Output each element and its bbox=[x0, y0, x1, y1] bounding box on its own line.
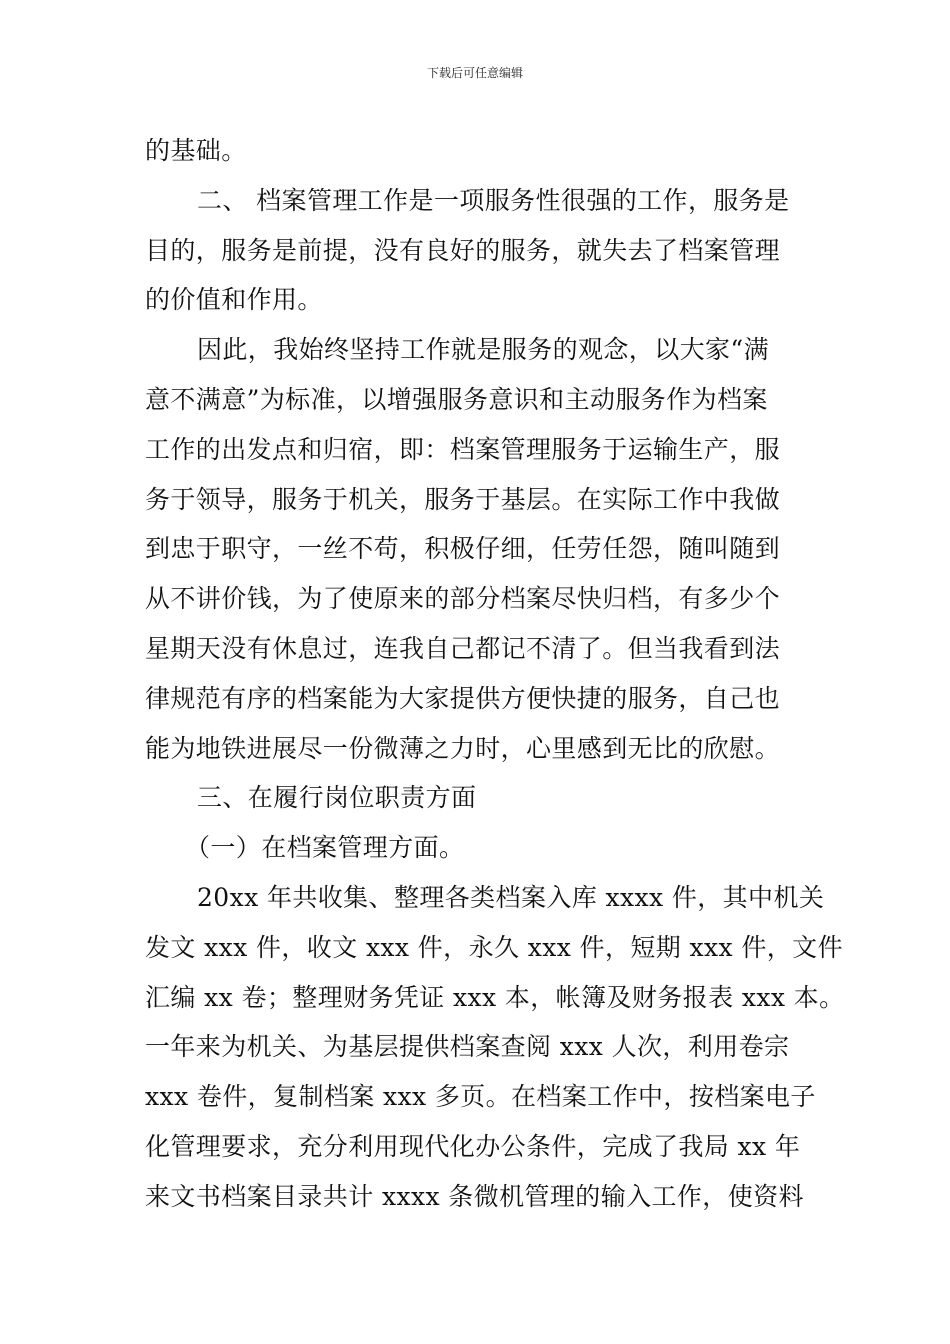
text-line: 一年来为机关、为基层提供档案查阅 xxx 人次，利用卷宗 bbox=[145, 1032, 790, 1062]
text-line: 发文 xxx 件，收文 xxx 件，永久 xxx 件，短期 xxx 件，文件 bbox=[145, 932, 843, 962]
text-line: 能为地铁进展尽一份微薄之力时，心里感到无比的欣慰。 bbox=[145, 733, 781, 763]
text-line: 意不满意”为标准，以增强服务意识和主动服务作为档案 bbox=[145, 384, 768, 414]
text-line: 汇编 xx 卷；整理财务凭证 xxx 本，帐簿及财务报表 xxx 本。 bbox=[145, 982, 845, 1012]
paragraph-start: 因此，我始终坚持工作就是服务的观念，以大家“满 bbox=[197, 335, 769, 365]
text-line: 到忠于职守，一丝不苟，积极仔细，任劳任怨，随叫随到 bbox=[145, 534, 781, 564]
text-line: 化管理要求，充分利用现代化办公条件，完成了我局 xx 年 bbox=[145, 1131, 801, 1161]
text-line: xxx 卷件，复制档案 xxx 多页。在档案工作中，按档案电子 bbox=[145, 1082, 816, 1112]
text-line: 来文书档案目录共计 xxxx 条微机管理的输入工作，使资料 bbox=[145, 1181, 804, 1211]
paragraph-start: 20xx 年共收集、整理各类档案入库 xxxx 件，其中机关 bbox=[197, 882, 825, 912]
text-line: 的基础。 bbox=[145, 136, 247, 165]
section-heading-2: 二、 档案管理工作是一项服务性很强的工作，服务是 bbox=[197, 185, 790, 215]
text-line: 从不讲价钱，为了使原来的部分档案尽快归档，有多少个 bbox=[145, 584, 781, 614]
text-line: 的价值和作用。 bbox=[145, 285, 323, 315]
text-line: 工作的出发点和归宿，即：档案管理服务于运输生产，服 bbox=[145, 434, 781, 464]
text-line: 星期天没有休息过，连我自己都记不清了。但当我看到法 bbox=[145, 633, 781, 663]
text-line: 目的，服务是前提，没有良好的服务，就失去了档案管理 bbox=[145, 235, 781, 265]
subsection-heading: （一）在档案管理方面。 bbox=[185, 833, 465, 863]
text-line: 务于领导，服务于机关，服务于基层。在实际工作中我做 bbox=[145, 484, 781, 514]
text-line: 律规范有序的档案能为大家提供方便快捷的服务，自己也 bbox=[145, 683, 781, 713]
document-body bbox=[145, 126, 845, 1222]
page-header: 下载后可任意编辑 bbox=[426, 66, 523, 80]
section-heading-3: 三、在履行岗位职责方面 bbox=[197, 783, 477, 813]
